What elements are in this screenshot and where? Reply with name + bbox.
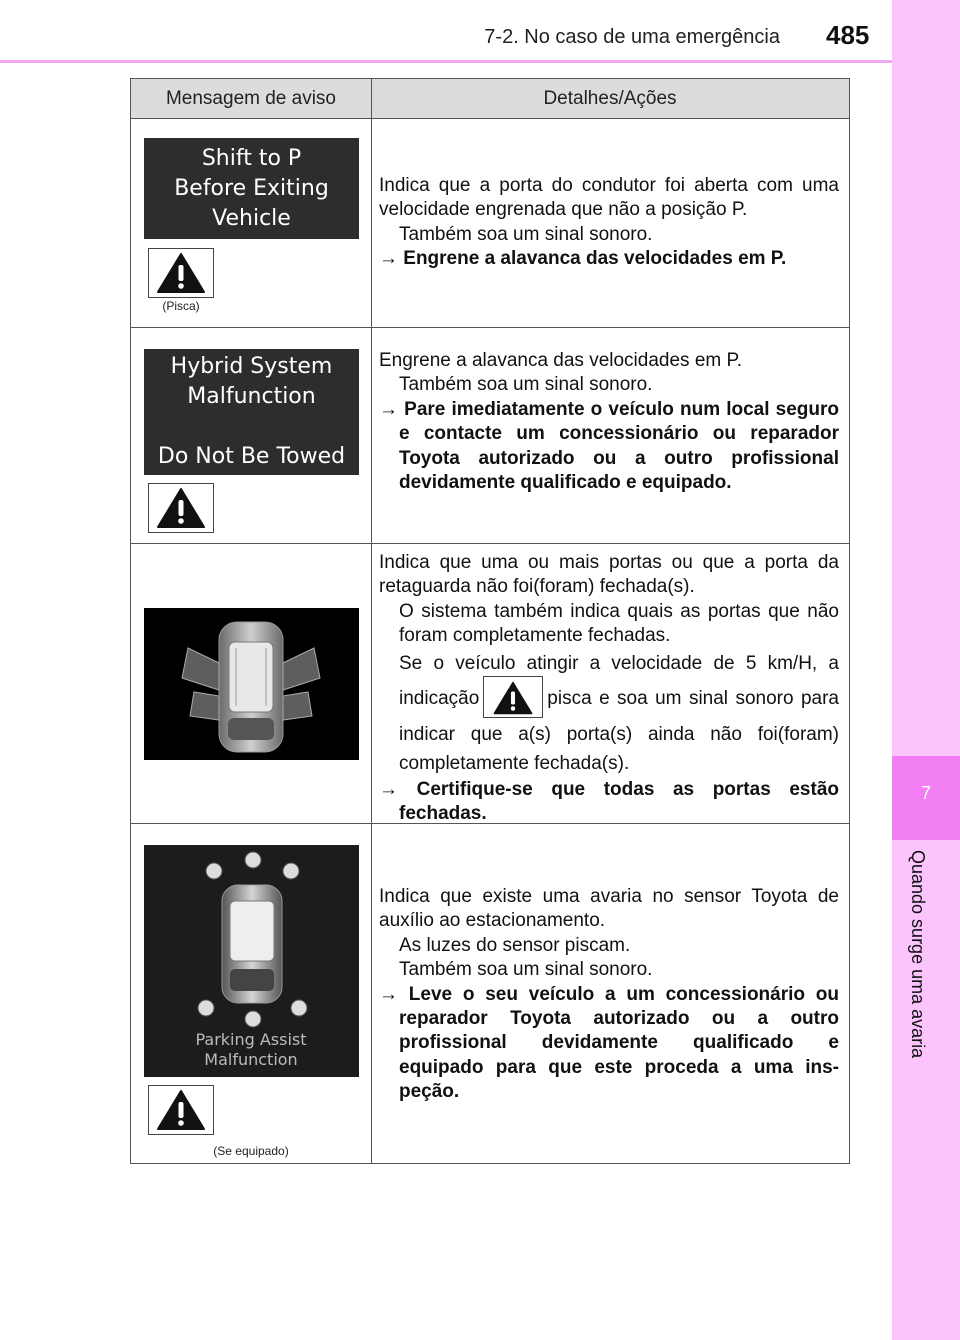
display-line: Malfunction (187, 384, 316, 409)
row-divider (131, 543, 849, 544)
details-text: Engrene a alavanca das velocidades em P. (379, 350, 743, 371)
header-rule (0, 60, 892, 63)
details-text: Também soa um sinal sonoro. (399, 959, 653, 981)
details-text: Indica que existe uma avaria no sensor Toyota de auxílio ao estacionamento. (379, 886, 839, 932)
chapter-label: Quando surge uma avaria (908, 850, 928, 1059)
warning-triangle-icon (483, 676, 543, 718)
details-row-1 (379, 174, 839, 272)
row-divider (131, 327, 849, 328)
car-doors-open-icon (144, 608, 359, 760)
display-line: Parking Assist (195, 1030, 307, 1049)
display-line: Hybrid System (170, 354, 333, 379)
warning-triangle-icon (148, 483, 214, 533)
message-display-shift-to-p (144, 138, 359, 239)
column-divider (371, 79, 372, 1163)
display-line: Malfunction (204, 1050, 298, 1069)
action-text: → Engrene a alavanca das velocidades em P. (379, 248, 787, 270)
warning-triangle-icon (148, 248, 214, 298)
col-header-message: Mensagem de aviso (165, 88, 337, 109)
message-display-hybrid-system (144, 349, 359, 475)
details-text: Se o veículo atingir a velocidade de 5 km/H, a indicação pisca e soa um sinal sonoro para indicar que a(s) porta(s) ainda não foi(foram) completamente fechada(s). (399, 652, 839, 774)
action-text: → Leve o seu veículo a um concessionário ou reparador Toyota autorizado ou a outro profissional devidamente qualificado e equipado para que este proceda a uma ins-peção. (379, 983, 839, 1103)
details-text: Também soa um sinal sonoro. (399, 223, 653, 245)
col-header-details: Detalhes/Ações (543, 88, 677, 109)
display-line: Vehicle (212, 205, 291, 231)
details-text: Também soa um sinal sonoro. (399, 374, 653, 396)
details-text: Indica que a porta do condutor foi aberta com uma velocidade engrenada que não a posição P. (379, 175, 839, 221)
warning-triangle-icon (148, 1085, 214, 1135)
details-text: Indica que uma ou mais portas ou que a porta da retaguarda não foi(foram) fechada(s). (379, 552, 839, 598)
chapter-side-tab (892, 0, 960, 1340)
action-text: → Certifique-se que todas as portas estão fechadas. (379, 778, 839, 825)
page-number: 485 (826, 20, 870, 50)
display-line: Before Exiting (174, 175, 329, 201)
details-row-2 (379, 349, 839, 495)
action-text: → Pare imediatamente o veículo num local seguro e contacte um concessionário ou reparador Toyota autorizado ou a outro profissional devidamente qualificado e equipado. (379, 398, 840, 494)
warning-table (130, 78, 850, 1164)
display-line: Do Not Be Towed (157, 444, 346, 469)
details-text: O sistema também indica quais as portas que não foram completamente fechadas. (399, 600, 839, 647)
table-header (131, 79, 849, 119)
display-line: Shift to P (201, 145, 302, 171)
details-row-4 (379, 885, 839, 1105)
blink-note: (Pisca) (162, 299, 200, 313)
details-text: As luzes do sensor piscam. (399, 934, 631, 956)
section-title: 7-2. No caso de uma emergência (484, 26, 780, 48)
equipment-note: (Se equipado) (213, 1144, 289, 1158)
parking-sensor-icon (144, 845, 359, 1077)
details-row-3 (379, 551, 839, 826)
chapter-number: 7 (920, 783, 931, 803)
